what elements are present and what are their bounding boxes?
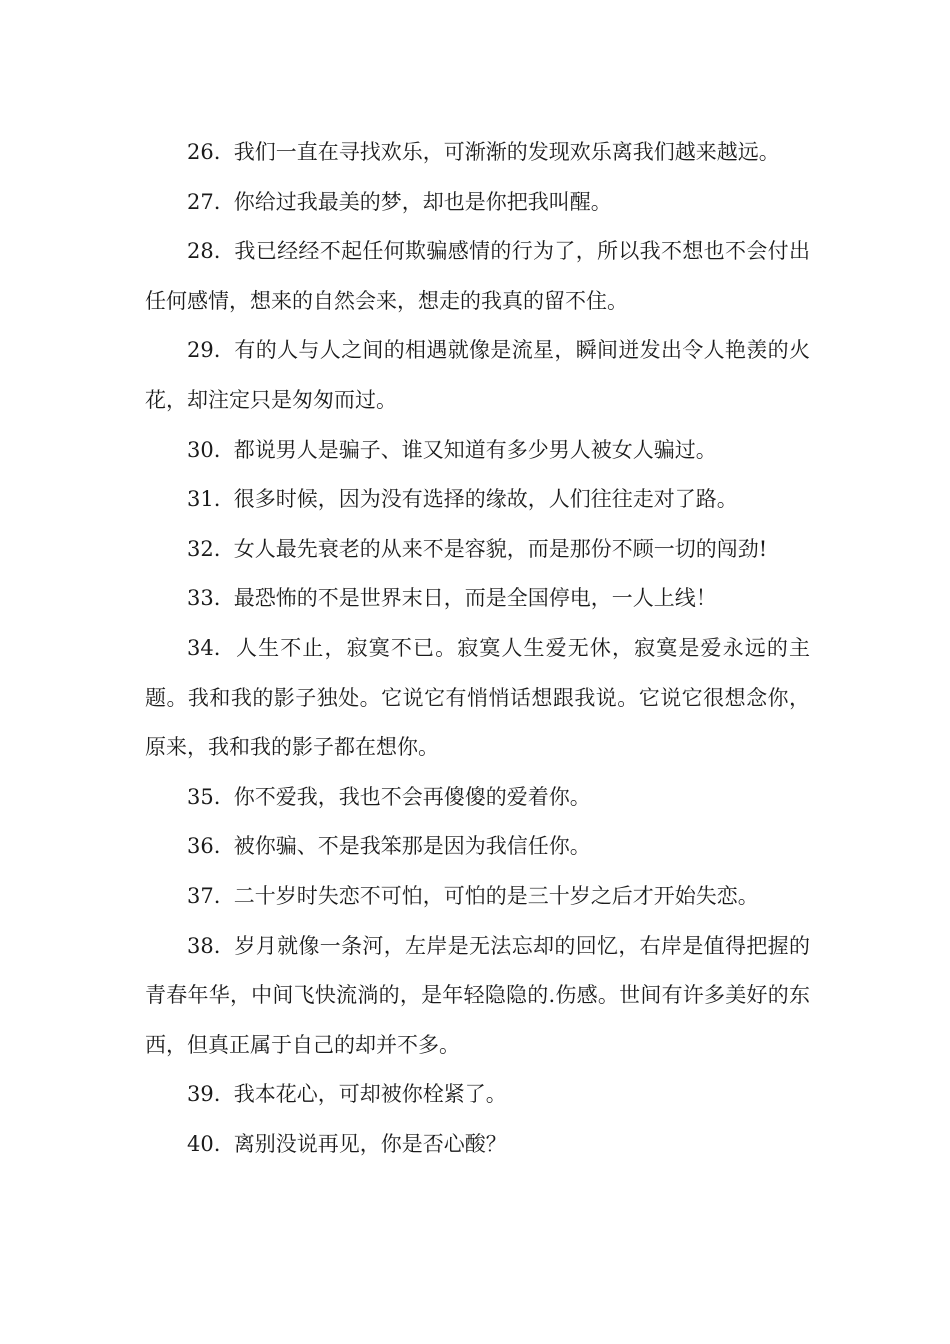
paragraph-31 xyxy=(145,475,810,525)
paragraph-40 xyxy=(145,1120,810,1170)
paragraph-text: 我已经经不起任何欺骗感情的行为了，所以我不想也不会付出任何感情，想来的自然会来，想走的我真的留不住。 xyxy=(145,239,810,313)
paragraph-number: 26. xyxy=(187,140,221,164)
paragraph-text: 女人最先衰老的从来不是容貌，而是那份不顾一切的闯劲! xyxy=(233,536,768,561)
paragraph-text: 二十岁时失恋不可怕，可怕的是三十岁之后才开始失恋。 xyxy=(233,883,759,908)
paragraph-text: 岁月就像一条河，左岸是无法忘却的回忆，右岸是值得把握的青春年华，中间飞快流淌的，是年轻隐隐的.伤感。世间有许多美好的东西，但真正属于自己的却并不多。 xyxy=(145,933,810,1057)
paragraph-number: 32. xyxy=(187,536,221,561)
paragraph-number: 34. xyxy=(187,635,221,660)
paragraph-number: 33. xyxy=(187,586,221,611)
paragraph-text: 你给过我最美的梦，却也是你把我叫醒。 xyxy=(233,189,612,214)
paragraph-number: 27. xyxy=(187,189,221,214)
paragraph-38 xyxy=(145,922,810,1071)
paragraph-number: 31. xyxy=(187,487,221,512)
paragraph-number: 38. xyxy=(187,933,221,958)
paragraph-text: 我们一直在寻找欢乐，可渐渐的发现欢乐离我们越来越远。 xyxy=(233,140,780,164)
paragraph-number: 29. xyxy=(187,338,221,363)
paragraph-39 xyxy=(145,1070,810,1120)
paragraph-text: 有的人与人之间的相遇就像是流星，瞬间迸发出令人艳羡的火花，却注定只是匆匆而过。 xyxy=(145,338,810,412)
paragraph-number: 39. xyxy=(187,1082,221,1107)
paragraph-37 xyxy=(145,872,810,922)
paragraph-32 xyxy=(145,525,810,575)
paragraph-33 xyxy=(145,574,810,624)
paragraph-34 xyxy=(145,624,810,773)
paragraph-number: 40. xyxy=(187,1131,221,1156)
paragraph-text: 你不爱我，我也不会再傻傻的爱着你。 xyxy=(233,784,591,809)
paragraph-28 xyxy=(145,227,810,326)
document-body xyxy=(145,128,810,1169)
paragraph-number: 35. xyxy=(187,784,221,809)
paragraph-text: 被你骗、不是我笨那是因为我信任你。 xyxy=(233,834,591,859)
paragraph-text: 很多时候，因为没有选择的缘故，人们往往走对了路。 xyxy=(233,487,738,512)
paragraph-text: 都说男人是骗子、谁又知道有多少男人被女人骗过。 xyxy=(233,437,717,462)
paragraph-27 xyxy=(145,178,810,228)
paragraph-number: 36. xyxy=(187,834,221,859)
paragraph-36 xyxy=(145,822,810,872)
paragraph-35 xyxy=(145,773,810,823)
paragraph-text: 最恐怖的不是世界末日，而是全国停电，一人上线！ xyxy=(233,586,717,611)
paragraph-text: 离别没说再见，你是否心酸？ xyxy=(233,1131,507,1156)
paragraph-text: 人生不止，寂寞不已。寂寞人生爱无休，寂寞是爱永远的主题。我和我的影子独处。它说它有悄悄话想跟我说。它说它很想念你，原来，我和我的影子都在想你。 xyxy=(145,635,810,760)
paragraph-26 xyxy=(145,128,810,178)
paragraph-number: 28. xyxy=(187,239,221,264)
paragraph-text: 我本花心，可却被你栓紧了。 xyxy=(233,1082,507,1107)
paragraph-29 xyxy=(145,326,810,425)
paragraph-number: 30. xyxy=(187,437,221,462)
paragraph-30 xyxy=(145,426,810,476)
paragraph-number: 37. xyxy=(187,883,221,908)
